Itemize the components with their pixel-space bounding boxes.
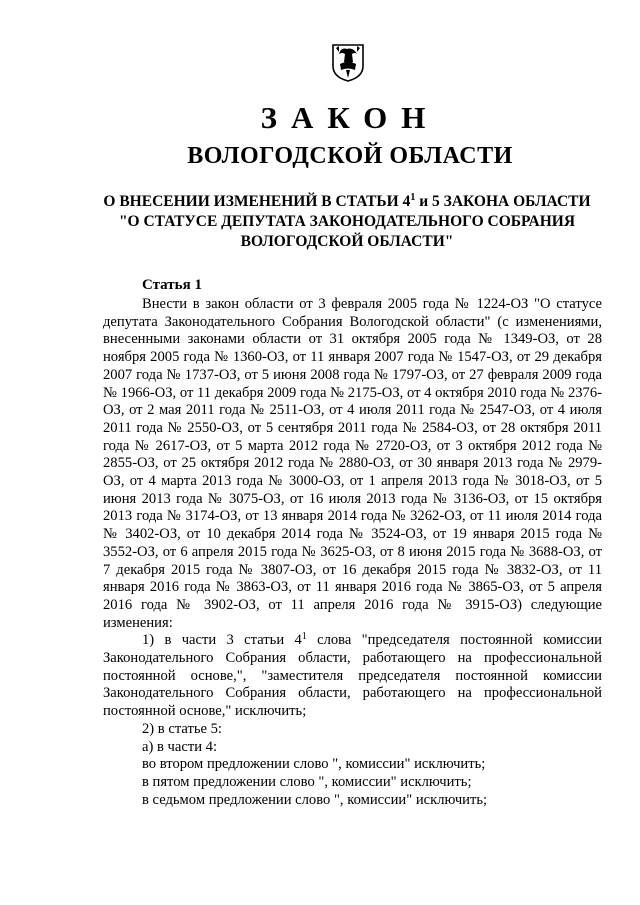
article-intro-paragraph: Внести в закон области от 3 февраля 2005 года № 1224-ОЗ "О статусе депутата Законодательного Собрания Вологодской области" (с изменениями, внесенными законами области от 31 октября 2005 года № 1349-ОЗ, от 28 ноября 2005 года № 1360-ОЗ, от 11 января 2007 года № 1547-ОЗ, от 29 декабря 2007 года № 1737-ОЗ, от 5 июня 2008 года № 1797-ОЗ, от 27 февраля 2009 года № 1966-ОЗ, от 11 декабря 2009 года № 2175-ОЗ, от 4 октября 2010 года № 2376-ОЗ, от 2 мая 2011 года № 2511-ОЗ, от 4 июля 2011 года № 2547-ОЗ, от 4 июля 2011 года № 2550-ОЗ, от 5 сентября 2011 года № 2584-ОЗ, от 28 октября 2011 года № 2617-ОЗ, от 5 марта 2012 года № 2720-ОЗ, от 3 октября 2012 года № 2855-ОЗ, от 25 октября 2012 года № 2880-ОЗ, от 30 января 2013 года № 2979-ОЗ, от 4 марта 2013 года № 3000-ОЗ, от 1 апреля 2013 года № 3018-ОЗ, от 5 июня 2013 года № 3075-ОЗ, от 16 июля 2013 года № 3136-ОЗ, от 15 октября 2013 года № 3174-ОЗ, от 13 января 2014 года № 3262-ОЗ, от 11 июля 2014 года № 3402-ОЗ, от 10 декабря 2014 года № 3524-ОЗ, от 19 января 2015 года № 3552-ОЗ, от 6 апреля 2015 года № 3625-ОЗ, от 8 июня 2015 года № 3688-ОЗ, от 7 декабря 2015 года № 3807-ОЗ, от 16 декабря 2015 года № 3832-ОЗ, от 11 января 2016 года № 3863-ОЗ, от 11 января 2016 года № 3865-ОЗ, от 5 апреля 2016 года № 3902-ОЗ, от 11 апреля 2016 года № 3915-ОЗ) следующие изменения: bbox=[103, 296, 602, 631]
item-2-line: 2) в статье 5: bbox=[142, 720, 222, 737]
item-2a-sentence-2: в пятом предложении слово ", комиссии" исключить; bbox=[142, 773, 472, 790]
item-2a-sentence-1: во втором предложении слово ", комиссии" исключить; bbox=[142, 756, 486, 773]
coat-of-arms-icon bbox=[331, 42, 365, 82]
document-title: ЗАКОН bbox=[260, 100, 440, 135]
item-2a-line: а) в части 4: bbox=[142, 738, 218, 755]
item-1-paragraph: 1) в части 3 статьи $4^1$ слова "председателя постоянной комиссии Законодательного Собрания области, работающего на профессиональной постоянной основе,", "заместителя председателя постоянной комиссии Законодательного Собрания области, работающего на профессиональной постоянной основе," исключить; bbox=[103, 631, 602, 720]
subtitle-line-2: "О СТАТУСЕ ДЕПУТАТА ЗАКОНОДАТЕЛЬНОГО СОБРАНИЯ bbox=[118, 213, 576, 230]
law-subtitle bbox=[100, 192, 594, 252]
article-body bbox=[103, 296, 602, 809]
region-title: ВОЛОГОДСКОЙ ОБЛАСТИ bbox=[187, 143, 513, 169]
subtitle-line-1: О ВНЕСЕНИИ ИЗМЕНЕНИЙ В СТАТЬИ $4^1$ и 5 ЗАКОНА ОБЛАСТИ bbox=[103, 192, 591, 210]
item-2a-sentence-3: в седьмом предложении слово ", комиссии" исключить; bbox=[142, 791, 488, 808]
article-heading: Статья 1 bbox=[142, 277, 202, 293]
subtitle-line-3: ВОЛОГОДСКОЙ ОБЛАСТИ" bbox=[240, 233, 454, 250]
